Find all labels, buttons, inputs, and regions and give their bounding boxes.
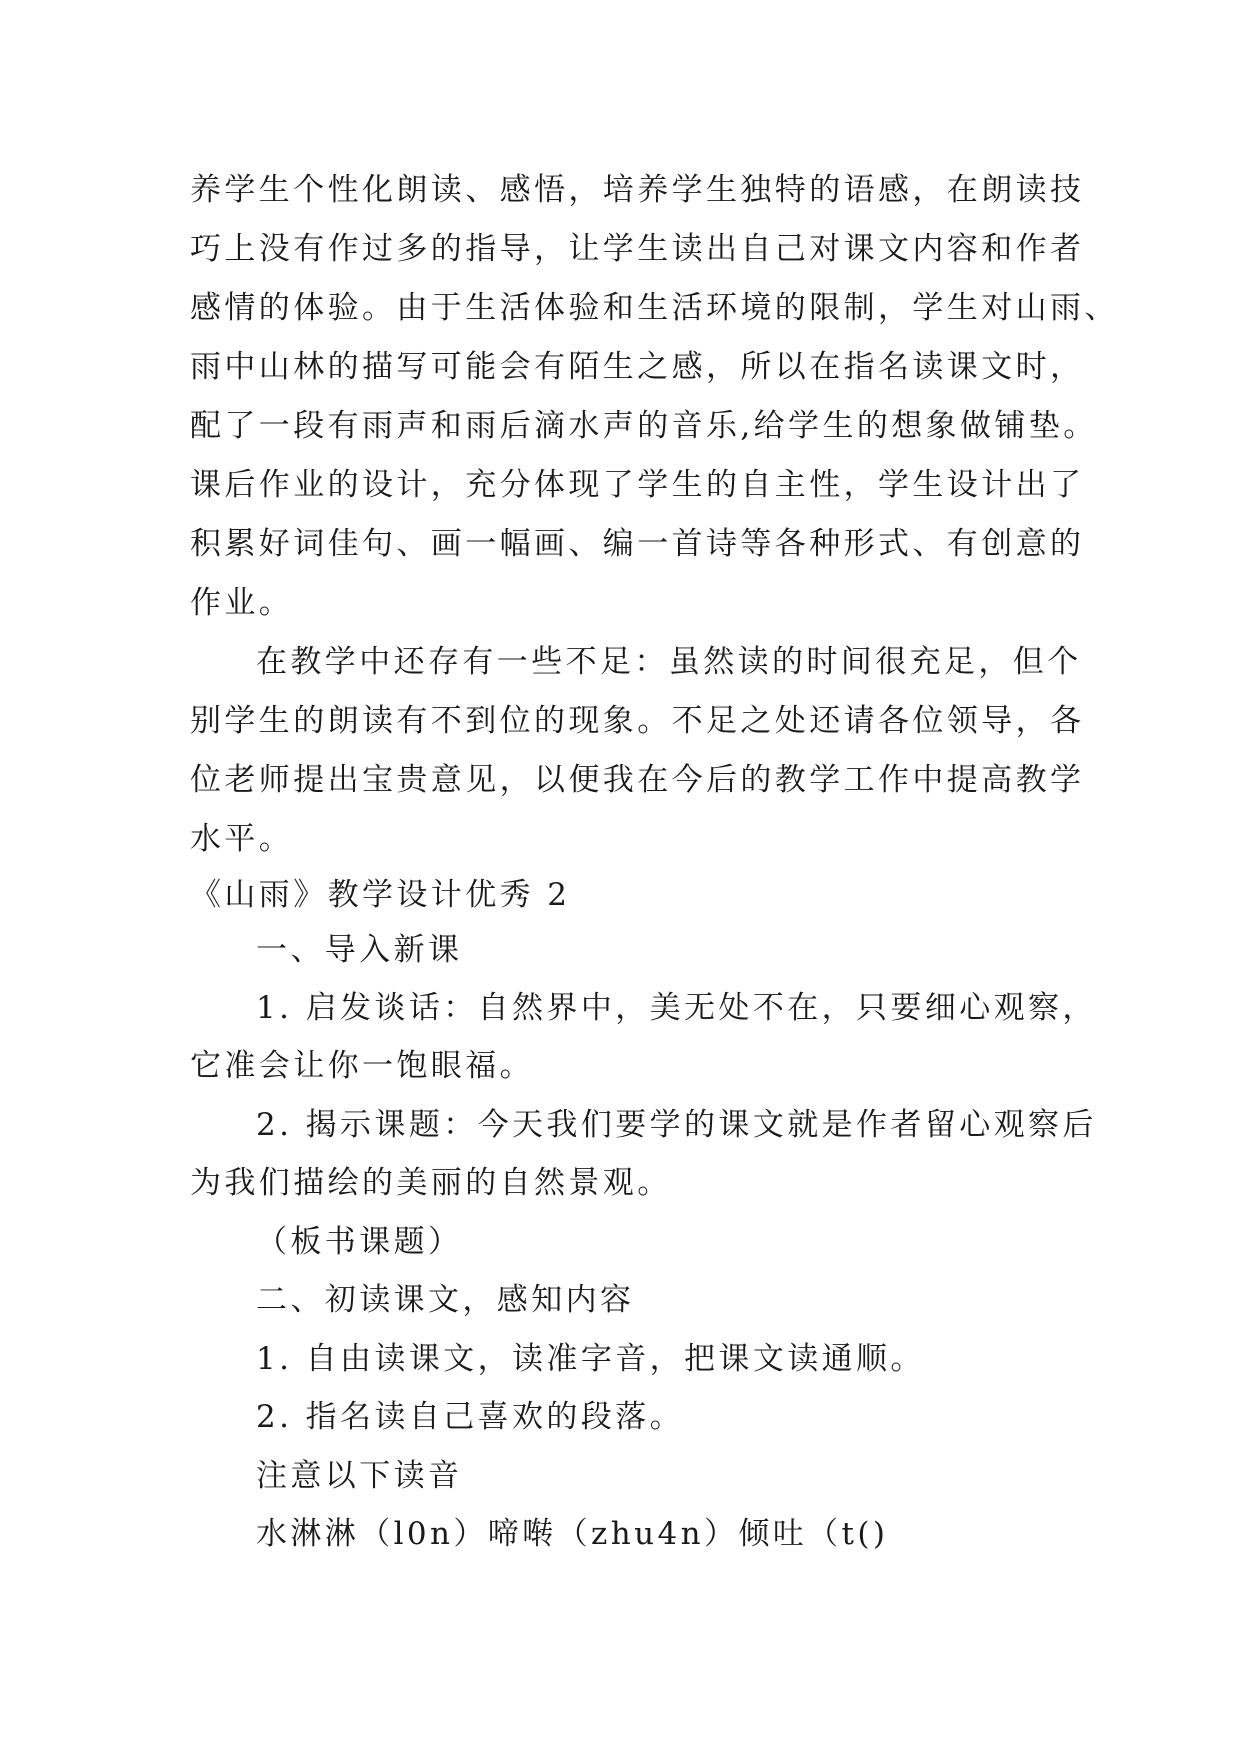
text-line: 注意以下读音 [256,1458,463,1494]
text-line: 2. 揭示课题：今天我们要学的课文就是作者留心观察后 [256,1107,1097,1143]
text-line: 2. 指名读自己喜欢的段落。 [256,1399,685,1435]
text-line: 1. 启发谈话：自然界中，美无处不在，只要细心观察， [256,990,1097,1026]
text-line: 别学生的朗读有不到位的现象。不足之处还请各位领导，各 [190,703,1085,739]
text-line: 位老师提出宝贵意见，以便我在今后的教学工作中提高教学 [190,762,1085,798]
section-heading: 《山雨》教学设计优秀 2 [190,877,571,913]
text-line: 雨中山林的描写可能会有陌生之感，所以在指名读课文时， [190,349,1085,385]
text-line: 巧上没有作过多的指导，让学生读出自己对课文内容和作者 [190,231,1085,267]
text-line: 二、初读课文，感知内容 [256,1282,635,1318]
text-line: 水平。 [190,821,294,857]
text-line: 养学生个性化朗读、感悟，培养学生独特的语感，在朗读技 [190,172,1085,208]
text-line: （板书课题） [256,1224,463,1260]
text-line: 在教学中还存有一些不足：虽然读的时间很充足，但个 [256,644,1082,680]
text-line: 配了一段有雨声和雨后滴水声的音乐,给学生的想象做铺垫。 [190,408,1098,444]
text-line: 感情的体验。由于生活体验和生活环境的限制，学生对山雨、 [190,290,1119,326]
text-line: 一、导入新课 [256,932,463,968]
text-line: 1. 自由读课文，读准字音，把课文读通顺。 [256,1341,925,1377]
text-line: 它准会让你一饱眼福。 [190,1048,534,1084]
text-line: 为我们描绘的美丽的自然景观。 [190,1165,672,1201]
text-line: 课后作业的设计，充分体现了学生的自主性，学生设计出了 [190,467,1085,503]
text-line: 积累好词佳句、画一幅画、编一首诗等各种形式、有创意的 [190,526,1085,562]
text-line: 作业。 [190,585,294,621]
text-line: 水淋淋（l0n）啼啭（zhu4n）倾吐（t() [256,1516,889,1552]
